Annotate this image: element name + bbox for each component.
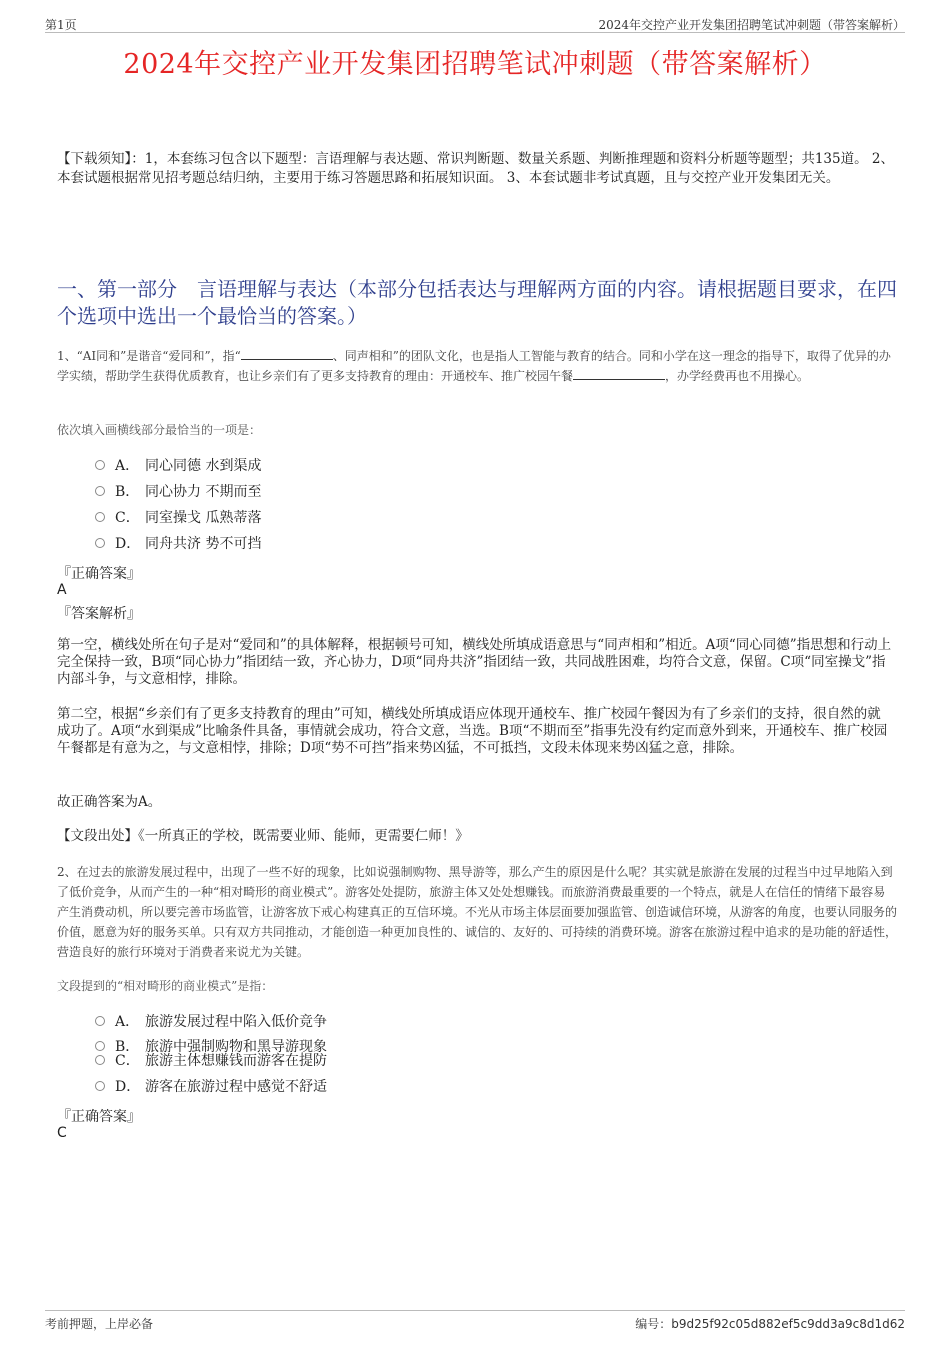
q2-option-d[interactable]: D． 游客在旅游过程中感觉不舒适 (95, 1077, 327, 1097)
q1-source: 【文段出处】《一所真正的学校，既需要业师、能师，更需要仁师！》 (57, 828, 469, 844)
q1-analysis-label: 『答案解析』 (57, 606, 141, 622)
radio-icon[interactable] (95, 1041, 105, 1051)
radio-icon[interactable] (95, 1055, 105, 1065)
footer-code: 编号：b9d25f92c05d882ef5c9dd3a9c8d1d62 (635, 1317, 905, 1331)
q1-stem (57, 346, 897, 386)
q2-option-b[interactable]: B． 旅游中强制购物和黑导游现象 (95, 1037, 327, 1057)
document-title: 2024年交控产业开发集团招聘笔试冲刺题（带答案解析） (123, 49, 827, 80)
header-doc-title: 2024年交控产业开发集团招聘笔试冲刺题（带答案解析） (598, 18, 905, 32)
q1-conclusion: 故正确答案为A。 (57, 794, 162, 810)
footer-slogan: 考前押题，上岸必备 (45, 1317, 154, 1331)
q2-prompt: 文段提到的“相对畸形的商业模式”是指： (57, 979, 274, 993)
download-notice: 【下载须知】：1，本套练习包含以下题型：言语理解与表达题、常识判断题、数量关系题、判断推理题和资料分析题等题型；共135道。 2、本套试题根据常见招考题总结归纳，主要用于练习答题思路和拓展知识面。 3、本套试题非考试真题，且与交控产业开发集团无关。 (57, 151, 894, 186)
q1-prompt: 依次填入画横线部分最恰当的一项是： (57, 423, 262, 437)
page-header (45, 14, 905, 33)
q2-answer-label: 『正确答案』 (57, 1109, 141, 1125)
q1-stem-part-a: 1、“AI同和”是谐音“爱同和”，指“ (57, 349, 241, 363)
q1-stem-part-c: ，办学经费再也不用操心。 (665, 369, 810, 383)
radio-icon[interactable] (95, 538, 105, 548)
q1-option-d[interactable]: D． 同舟共济 势不可挡 (95, 534, 261, 554)
q1-option-b[interactable]: B． 同心协力 不期而至 (95, 482, 261, 502)
radio-icon[interactable] (95, 1016, 105, 1026)
q2-option-a[interactable]: A． 旅游发展过程中陷入低价竞争 (95, 1012, 327, 1032)
radio-icon[interactable] (95, 512, 105, 522)
section-heading: 一、第一部分 言语理解与表达（本部分包括表达与理解两方面的内容。请根据题目要求，在四个选项中选出一个最恰当的答案。） (57, 277, 897, 328)
radio-icon[interactable] (95, 486, 105, 496)
q1-blank-2 (573, 367, 665, 380)
q2-option-c[interactable]: C． 旅游主体想赚钱而游客在提防 (95, 1051, 327, 1071)
q1-option-c[interactable]: C． 同室操戈 瓜熟蒂落 (95, 508, 261, 528)
q1-option-a[interactable]: A． 同心同德 水到渠成 (95, 456, 261, 476)
q1-analysis-2: 第二空，根据“乡亲们有了更多支持教育的理由”可知，横线处所填成语应体现开通校车、推广校园午餐因为有了乡亲们的支持，很自然的就成功了。A项“水到渠成”比喻条件具备，事情就会成功，符合文意，当选。B项“不期而至”指事先没有约定而意外到来，开通校车、推广校园午餐都是有意为之，与文意相悖，排除；D项“势不可挡”指来势凶猛，不可抵挡，文段未体现来势凶猛之意，排除。 (57, 706, 888, 756)
q1-answer-label: 『正确答案』 (57, 566, 141, 582)
q2-stem: 2、在过去的旅游发展过程中，出现了一些不好的现象，比如说强制购物、黑导游等，那么产生的原因是什么呢？其实就是旅游在发展的过程当中过早地陷入到了低价竞争，从而产生的一种“相对畸形的商业模式”。游客处处提防，旅游主体又处处想赚钱。而旅游消费最重要的一个特点，就是人在信任的情绪下最容易产生消费动机，所以要完善市场监管，让游客放下戒心构建真正的互信环境。不光从市场主体层面要加强监管、创造诚信环境，从游客的角度，也要认同服务的价值，愿意为好的服务买单。只有双方共同推动，才能创造一种更加良性的、诚信的、友好的、可持续的消费环境。游客在旅游过程中追求的是功能的舒适性，营造良好的旅行环境对于消费者来说尤为关键。 (57, 865, 898, 959)
page-number: 第1页 (45, 18, 77, 32)
q2-answer: C (57, 1125, 67, 1141)
q1-answer: A (57, 582, 67, 598)
q1-stem-part-b: 、同声相和”的团队文化，也是指人工智能与教育的结合。同和小学在这一理念的指导下，取得了优异的办学实绩，帮助学生获得优质教育，也让乡亲们有了更多支持教育的理由：开通校车、推广校园午餐 (57, 349, 891, 383)
radio-icon[interactable] (95, 1081, 105, 1091)
q1-blank-1 (241, 347, 333, 360)
page-footer (45, 1310, 905, 1329)
radio-icon[interactable] (95, 460, 105, 470)
q1-analysis-1: 第一空，横线处所在句子是对“爱同和”的具体解释，根据顿号可知，横线处所填成语意思与“同声相和”相近。A项“同心同德”指思想和行动上完全保持一致，B项“同心协力”指团结一致，齐心协力，D项“同舟共济”指团结一致，共同战胜困难，均符合文意，保留。C项“同室操戈”指内部斗争，与文意相悖，排除。 (57, 637, 892, 687)
